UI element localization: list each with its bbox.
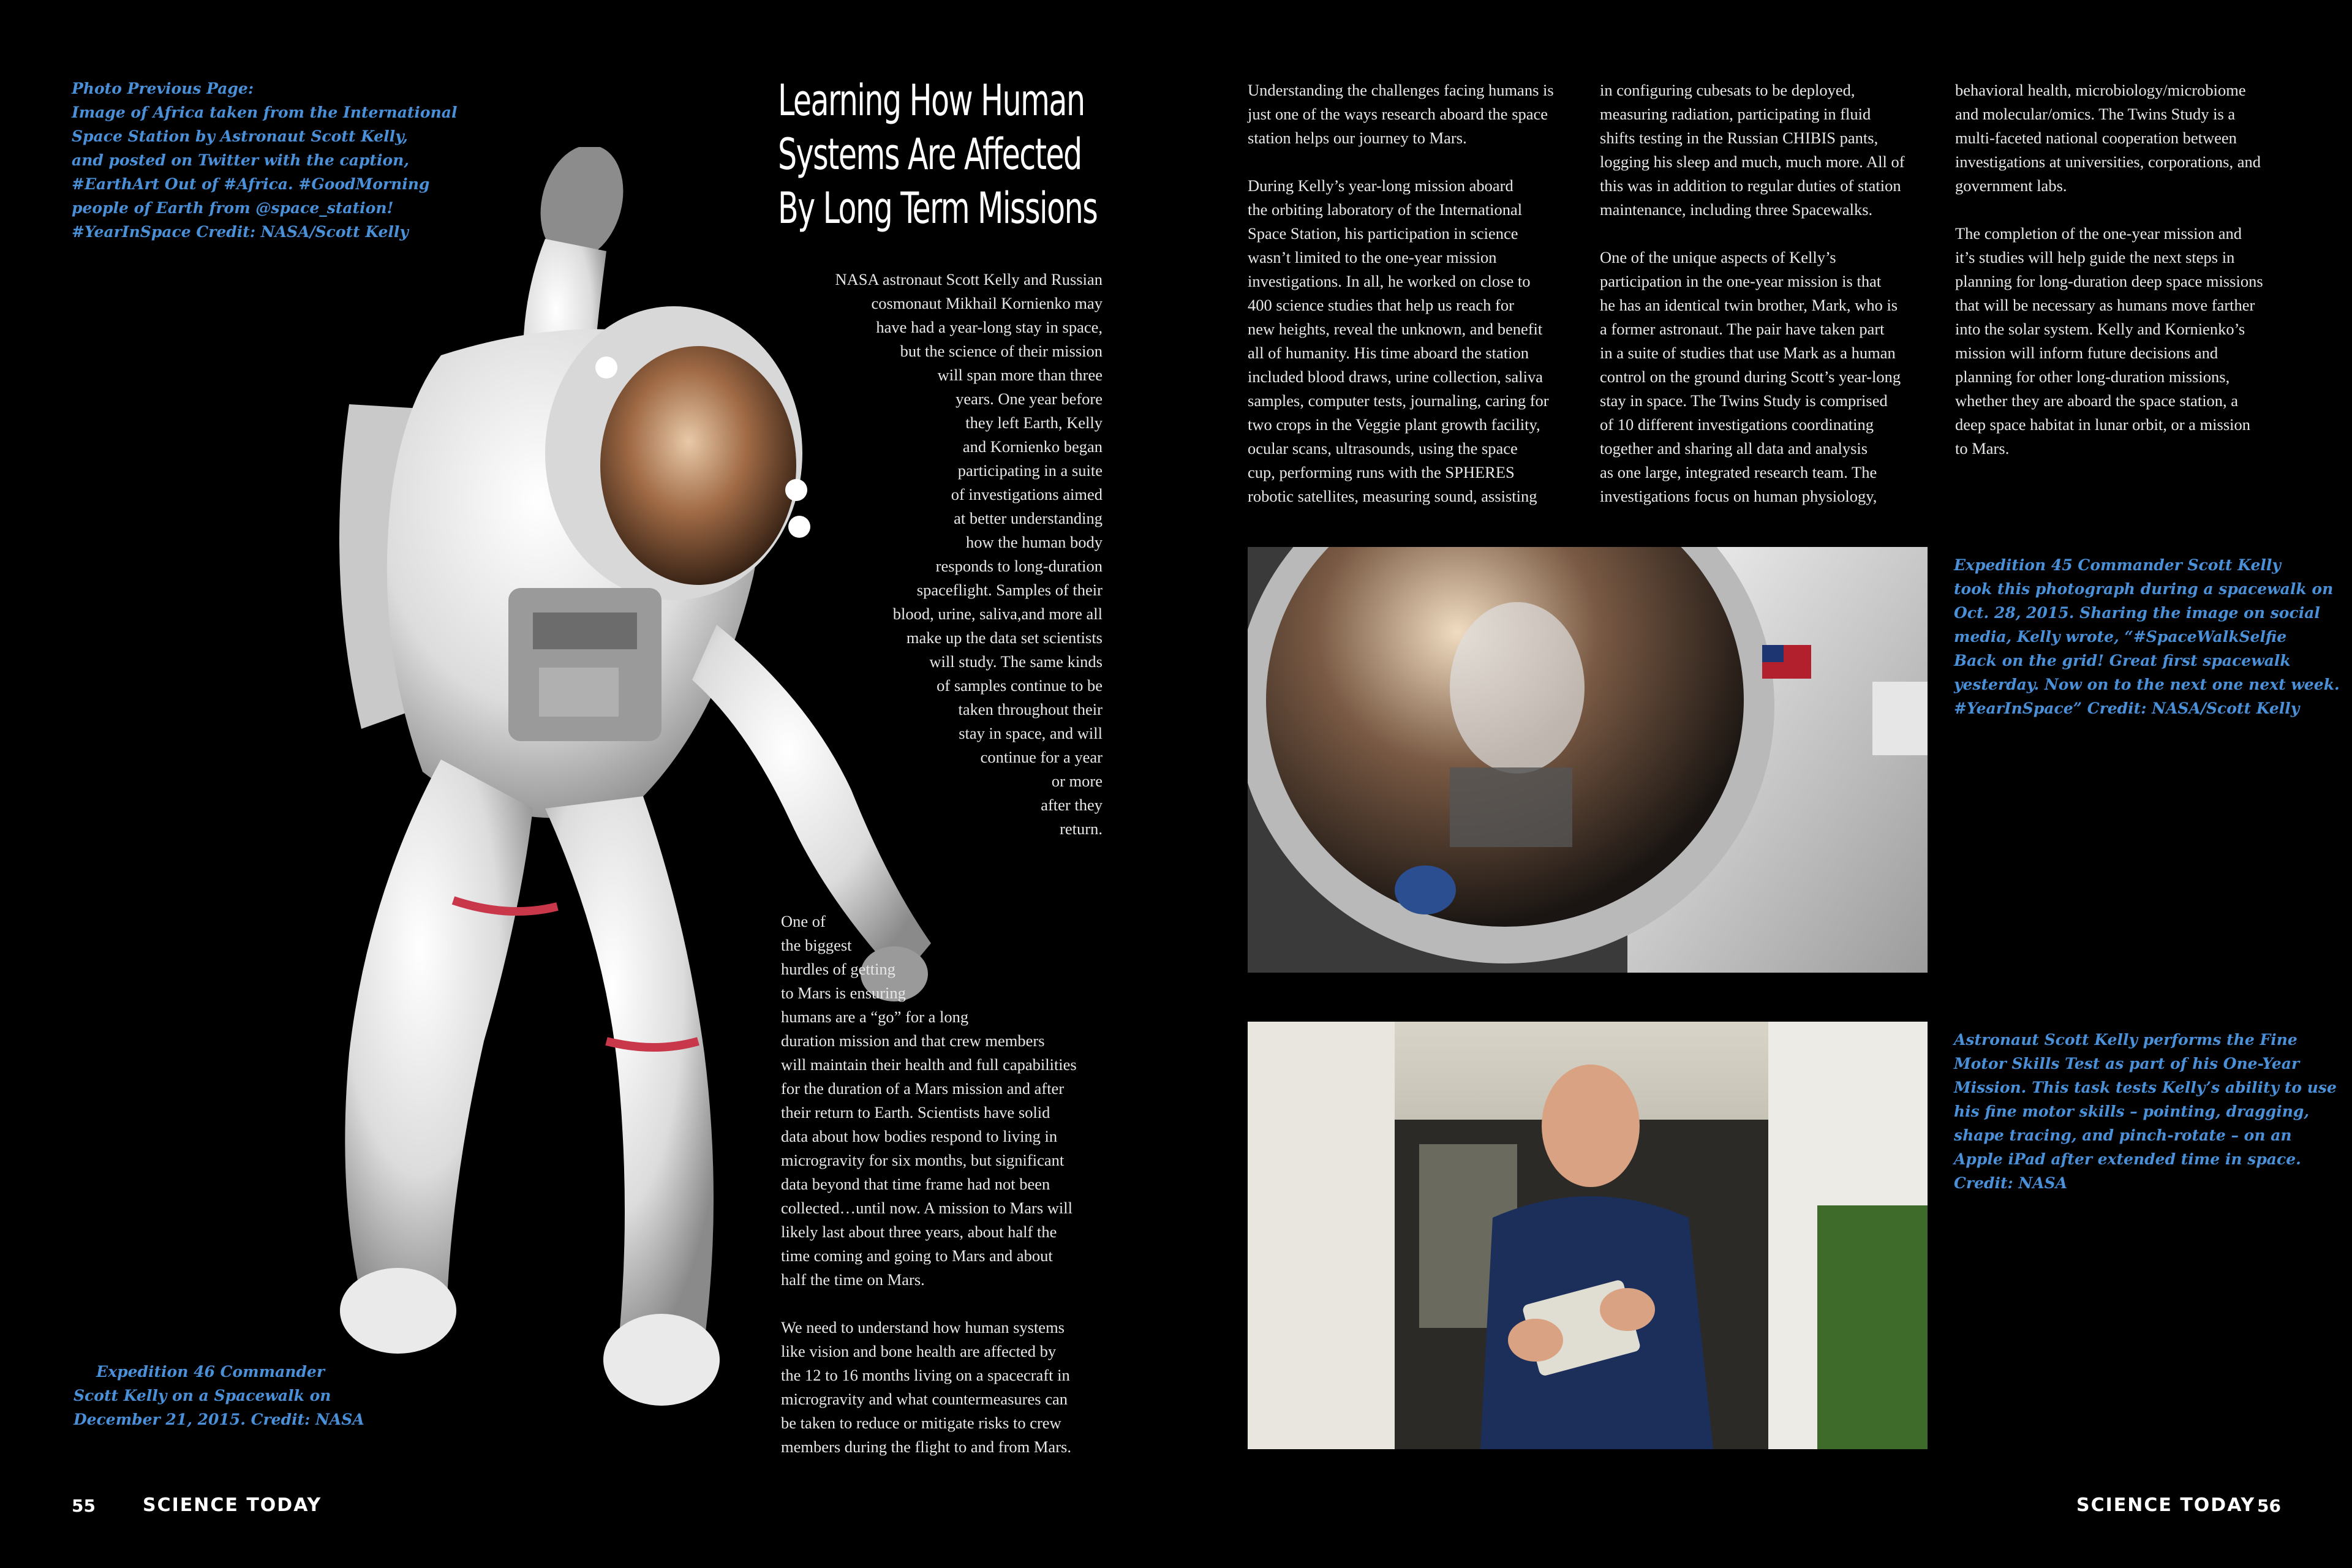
- magazine-title-right: SCIENCE TODAY: [2076, 1494, 2256, 1516]
- text-line: shifts testing in the Russian CHIBIS pants,: [1600, 129, 1879, 147]
- text-line: members during the flight to and from Mars.: [781, 1438, 1071, 1456]
- text-line: of 10 different investigations coordinating: [1600, 415, 1874, 434]
- text-line: whether they are aboard the space station, a: [1955, 391, 2239, 410]
- text-line: samples, computer tests, journaling, caring for: [1248, 391, 1549, 410]
- text-line: wasn’t limited to the one-year mission: [1248, 248, 1497, 266]
- text-line: December 21, 2015. Credit: NASA: [74, 1411, 364, 1428]
- text-line: but the science of their mission: [900, 342, 1102, 360]
- text-line: the 12 to 16 months living on a spacecraft in: [781, 1366, 1070, 1384]
- text-line: for the duration of a Mars mission and after: [781, 1079, 1065, 1098]
- text-line: robotic satellites, measuring sound, assisting: [1248, 487, 1537, 505]
- text-line: will maintain their health and full capabilities: [781, 1055, 1077, 1074]
- text-line: they left Earth, Kelly: [965, 413, 1102, 432]
- text-line: Scott Kelly on a Spacewalk on: [74, 1387, 331, 1404]
- article-title: [778, 74, 1098, 235]
- text-line: Astronaut Scott Kelly performs the Fine: [1954, 1031, 2297, 1049]
- systems-paragraph: [781, 1316, 1106, 1459]
- intro-paragraph: [778, 268, 1102, 841]
- column-5: [1955, 78, 2298, 461]
- text-line: like vision and bone health are affected by: [781, 1342, 1057, 1360]
- text-line: Expedition 45 Commander Scott Kelly: [1954, 556, 2281, 574]
- text-line: cosmonaut Mikhail Kornienko may: [871, 294, 1102, 312]
- text-line: to Mars.: [1955, 439, 2010, 458]
- text-line: control on the ground during Scott’s year-long: [1600, 368, 1901, 386]
- text-line: stay in space, and will: [959, 724, 1102, 742]
- text-line: it’s studies will help guide the next steps in: [1955, 248, 2235, 266]
- text-line: One of: [781, 912, 826, 930]
- text-line: participation in the one-year mission is that: [1600, 272, 1882, 290]
- text-line: investigations focus on human physiology,: [1600, 487, 1877, 505]
- text-line: measuring radiation, participating in fluid: [1600, 105, 1871, 123]
- text-line: hurdles of getting: [781, 960, 895, 978]
- text-line: By Long Term Missions: [778, 183, 1098, 233]
- text-line: Understanding the challenges facing humans is: [1248, 81, 1554, 99]
- text-line: taken throughout their: [958, 700, 1102, 718]
- text-line: deep space habitat in lunar orbit, or a mission: [1955, 415, 2251, 434]
- text-line: new heights, reveal the unknown, and benefit: [1248, 320, 1543, 338]
- text-line: how the human body: [965, 533, 1102, 551]
- text-line: #YearInSpace” Credit: NASA/Scott Kelly: [1954, 699, 2300, 717]
- text-line: participating in a suite: [957, 461, 1102, 480]
- text-line: media, Kelly wrote, “#SpaceWalkSelfie: [1954, 628, 2287, 646]
- right-leg: [545, 796, 714, 1341]
- visor: [600, 346, 796, 585]
- text-line: Image of Africa taken from the International: [72, 104, 458, 121]
- text-line: #YearInSpace Credit: NASA/Scott Kelly: [72, 223, 409, 241]
- text-line: the biggest: [781, 936, 852, 954]
- person-head: [1542, 1065, 1640, 1187]
- text-line: or more: [1051, 772, 1102, 790]
- text-line: to Mars is ensuring: [781, 984, 906, 1002]
- text-line: time coming and going to Mars and about: [781, 1246, 1053, 1265]
- text-line: Oct. 28, 2015. Sharing the image on social: [1954, 604, 2320, 622]
- text-line: people of Earth from @space_station!: [72, 199, 394, 217]
- text-line: will study. The same kinds: [929, 652, 1102, 671]
- text-line: We need to understand how human systems: [781, 1318, 1065, 1336]
- text-line: make up the data set scientists: [906, 628, 1102, 647]
- text-line: return.: [1060, 820, 1102, 838]
- text-line: the orbiting laboratory of the International: [1248, 200, 1523, 219]
- text-line: be taken to reduce or mitigate risks to crew: [781, 1414, 1061, 1432]
- text-line: two crops in the Veggie plant growth facility,: [1248, 415, 1540, 434]
- text-line: planning for long-duration deep space missions: [1955, 272, 2263, 290]
- text-line: together and sharing all data and analysis: [1600, 439, 1868, 458]
- caption-motor-skills: [1954, 1028, 2337, 1195]
- caption-selfie: [1954, 553, 2340, 720]
- text-line: station helps our journey to Mars.: [1248, 129, 1467, 147]
- text-line: blood, urine, saliva,and more all: [892, 605, 1102, 623]
- left-leg: [345, 760, 533, 1298]
- text-line: 400 science studies that help us reach for: [1248, 296, 1514, 314]
- text-line: at better understanding: [954, 509, 1102, 527]
- hurdles-paragraph: [781, 910, 1106, 1459]
- text-line: just one of the ways research aboard the space: [1248, 105, 1548, 123]
- text-line: behavioral health, microbiology/microbiome: [1955, 81, 2246, 99]
- text-line: Mission. This task tests Kelly’s ability to use: [1954, 1079, 2337, 1096]
- text-line: NASA astronaut Scott Kelly and Russian: [835, 270, 1102, 288]
- text-line: Back on the grid! Great first spacewalk: [1954, 652, 2291, 669]
- text-line: in a suite of studies that use Mark as a human: [1600, 344, 1896, 362]
- text-line: duration mission and that crew members: [781, 1031, 1045, 1050]
- text-line: his fine motor skills – pointing, dragging,: [1954, 1102, 2310, 1120]
- text-line: of investigations aimed: [951, 485, 1102, 503]
- text-line: Systems Are Affected: [778, 129, 1082, 179]
- column-3: [1248, 78, 1591, 508]
- page-number-right: 56: [2257, 1496, 2281, 1516]
- text-line: multi-faceted national cooperation between: [1955, 129, 2237, 147]
- text-line: stay in space. The Twins Study is comprised: [1600, 391, 1888, 410]
- text-line: responds to long-duration: [935, 557, 1102, 575]
- text-line: Space Station by Astronaut Scott Kelly,: [72, 127, 409, 145]
- text-line: that will be necessary as humans move farther: [1955, 296, 2255, 314]
- text-line: after they: [1041, 796, 1102, 814]
- text-line: years. One year before: [956, 390, 1102, 408]
- text-line: data beyond that time frame had not been: [781, 1175, 1050, 1193]
- text-line: half the time on Mars.: [781, 1270, 925, 1289]
- text-line: collected…until now. A mission to Mars will: [781, 1199, 1072, 1217]
- text-line: Learning How Human: [778, 75, 1085, 126]
- text-line: a former astronaut. The pair have taken part: [1600, 320, 1885, 338]
- text-line: continue for a year: [980, 748, 1102, 766]
- text-line: Apple iPad after extended time in space.: [1954, 1150, 2301, 1168]
- text-line: and Kornienko began: [962, 437, 1102, 456]
- text-line: The completion of the one-year mission and: [1955, 224, 2242, 243]
- text-line: One of the unique aspects of Kelly’s: [1600, 248, 1836, 266]
- text-line: maintenance, including three Spacewalks.: [1600, 200, 1873, 219]
- text-line: will span more than three: [937, 366, 1102, 384]
- text-line: mission will inform future decisions and: [1955, 344, 2218, 362]
- text-line: Credit: NASA: [1954, 1174, 2068, 1192]
- text-line: have had a year-long stay in space,: [876, 318, 1102, 336]
- motor-skills-photo: [1248, 1022, 1928, 1449]
- text-line: Motor Skills Test as part of his One-Year: [1954, 1055, 2300, 1072]
- text-line: data about how bodies respond to living in: [781, 1127, 1058, 1145]
- text-line: as one large, integrated research team. The: [1600, 463, 1877, 481]
- text-line: of samples continue to be: [937, 676, 1102, 695]
- text-line: humans are a “go” for a long: [781, 1008, 969, 1026]
- text-line: took this photograph during a spacewalk on: [1954, 580, 2334, 598]
- text-line: investigations. In all, he worked on close to: [1248, 272, 1531, 290]
- text-line: likely last about three years, about half the: [781, 1223, 1057, 1241]
- magazine-title-left: SCIENCE TODAY: [143, 1494, 322, 1516]
- text-line: included blood draws, urine collection, saliva: [1248, 368, 1544, 386]
- text-line: all of humanity. His time aboard the station: [1248, 344, 1529, 362]
- text-line: this was in addition to regular duties of station: [1600, 176, 1901, 195]
- text-line: government labs.: [1955, 176, 2067, 195]
- text-line: he has an identical twin brother, Mark, who is: [1600, 296, 1898, 314]
- text-line: Space Station, his participation in science: [1248, 224, 1518, 243]
- text-line: Expedition 46 Commander: [96, 1363, 325, 1381]
- page-number-left: 55: [72, 1496, 96, 1516]
- text-line: During Kelly’s year-long mission aboard: [1248, 176, 1513, 195]
- column-4: [1600, 78, 1949, 508]
- text-line: into the solar system. Kelly and Kornienko’s: [1955, 320, 2245, 338]
- text-line: shape tracing, and pinch-rotate – on an: [1954, 1126, 2292, 1144]
- text-line: cup, performing runs with the SPHERES: [1248, 463, 1515, 481]
- caption-spacewalk: [74, 1360, 364, 1431]
- text-line: logging his sleep and much, much more. All of: [1600, 153, 1905, 171]
- text-line: their return to Earth. Scientists have solid: [781, 1103, 1050, 1121]
- spacewalk-selfie-photo: [1248, 547, 1928, 973]
- text-line: spaceflight. Samples of their: [916, 581, 1102, 599]
- text-line: microgravity and what countermeasures can: [781, 1390, 1068, 1408]
- text-line: planning for other long-duration missions,: [1955, 368, 2230, 386]
- text-line: ocular scans, ultrasounds, using the space: [1248, 439, 1518, 458]
- text-line: investigations at universities, corporations, and: [1955, 153, 2261, 171]
- text-line: yesterday. Now on to the next one next week.: [1954, 676, 2340, 693]
- text-line: and molecular/omics. The Twins Study is a: [1955, 105, 2236, 123]
- text-line: microgravity for six months, but significant: [781, 1151, 1065, 1169]
- text-line: Photo Previous Page:: [72, 80, 254, 97]
- text-line: and posted on Twitter with the caption,: [72, 151, 410, 169]
- text-line: in configuring cubesats to be deployed,: [1600, 81, 1855, 99]
- text-line: #EarthArt Out of #Africa. #GoodMorning: [72, 175, 430, 193]
